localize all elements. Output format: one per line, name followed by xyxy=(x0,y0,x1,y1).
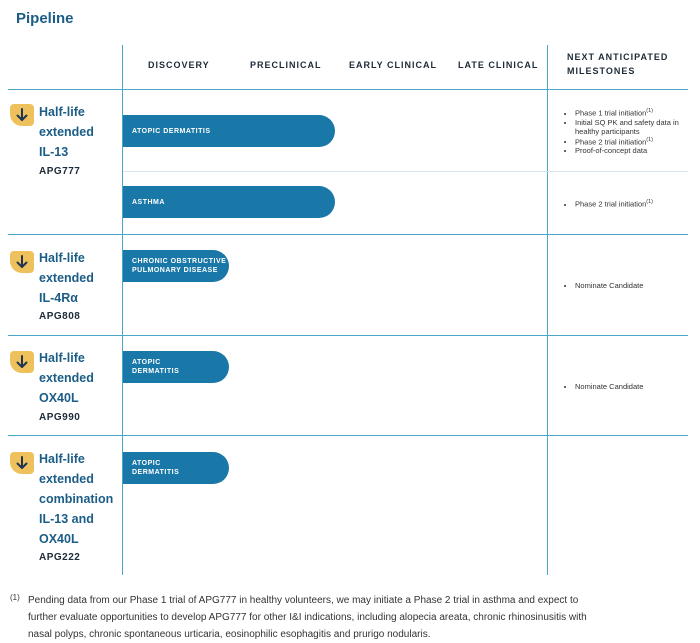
milestones-header-line: NEXT ANTICIPATED xyxy=(567,52,669,62)
milestone-list xyxy=(565,382,690,391)
program-divider xyxy=(8,435,688,436)
program-divider xyxy=(8,234,688,235)
milestones-column-divider xyxy=(547,45,548,575)
column-header-milestones xyxy=(567,50,668,78)
milestone-item xyxy=(575,281,690,290)
program-divider xyxy=(8,335,688,336)
footnote-ref: (1) xyxy=(646,136,654,143)
down-arrow-icon xyxy=(10,351,34,373)
program-name-line: extended xyxy=(39,125,94,139)
milestone-text: Proof-of-concept data xyxy=(575,146,648,155)
program-name-line: extended xyxy=(39,371,94,385)
milestone-item xyxy=(575,382,690,391)
program-name xyxy=(39,248,119,308)
program-name xyxy=(39,102,119,162)
footnote-ref: (1) xyxy=(646,108,654,114)
program-name-line: combination xyxy=(39,492,114,506)
page-title: Pipeline xyxy=(16,10,74,27)
milestone-item xyxy=(575,146,690,155)
milestone-list xyxy=(565,281,690,290)
down-arrow-icon xyxy=(10,251,34,273)
footnote-ref: (1) xyxy=(646,199,654,205)
milestone-text: Phase 2 trial initiation xyxy=(575,199,647,209)
indication-label: ATOPIC xyxy=(132,460,161,467)
indication-label: PULMONARY DISEASE xyxy=(132,267,218,274)
milestone-text: Phase 1 trial initiation xyxy=(575,108,647,118)
program-name-line: IL-4Rα xyxy=(39,291,78,305)
milestone-item xyxy=(575,118,690,136)
milestone-text: Nominate Candidate xyxy=(575,382,644,391)
program-name-line: extended xyxy=(39,271,94,285)
column-header-discovery: DISCOVERY xyxy=(148,60,210,70)
milestone-item xyxy=(575,136,690,147)
program-name-line: extended xyxy=(39,472,94,486)
down-arrow-icon xyxy=(10,104,34,126)
down-arrow-icon xyxy=(10,452,34,474)
indication-label: ATOPIC DERMATITIS xyxy=(132,127,211,135)
indication-bar xyxy=(123,351,229,383)
program-name-line: Half-life xyxy=(39,452,85,466)
program-name xyxy=(39,449,119,549)
program-name-line: Half-life xyxy=(39,251,85,265)
footnote-text: Pending data from our Phase 1 trial of APG777 in healthy volunteers, we may initiate a Phase 2 trial in asthma and expect to further evaluate opportunities to develop APG777 for other I&I indications, including alopecia areata, chronic rhinosinusitis with nasal polyps, chronic spontaneous urticaria, eosinophilic esophagitis and prurigo nodularis. xyxy=(28,595,587,640)
indication-divider xyxy=(123,171,688,172)
program-code: APG222 xyxy=(39,552,81,563)
column-header-late-clinical: LATE CLINICAL xyxy=(458,60,539,70)
program-code: APG777 xyxy=(39,166,81,177)
milestone-text: Nominate Candidate xyxy=(575,281,644,290)
program-name-line: OX40L xyxy=(39,391,79,405)
indication-bar xyxy=(123,250,229,282)
footnote-marker: (1) xyxy=(10,593,20,602)
indication-bar xyxy=(123,115,335,147)
milestones-header-line: MILESTONES xyxy=(567,66,636,76)
program-code: APG808 xyxy=(39,311,81,322)
program-name-line: Half-life xyxy=(39,105,85,119)
milestone-text: Initial SQ PK and safety data in healthy participants xyxy=(575,117,679,136)
milestone-list xyxy=(565,198,690,209)
milestone-item xyxy=(575,198,690,209)
indication-bar xyxy=(123,452,229,484)
milestone-text: Phase 2 trial initiation xyxy=(575,137,647,146)
column-header-preclinical: PRECLINICAL xyxy=(250,60,322,70)
program-name-line: Half-life xyxy=(39,351,85,365)
program-name-line: IL-13 and xyxy=(39,512,94,526)
header-divider xyxy=(8,89,688,90)
indication-label: DERMATITIS xyxy=(132,469,180,476)
program-name-line: OX40L xyxy=(39,532,79,546)
milestone-item xyxy=(575,107,690,118)
indication-label: ATOPIC xyxy=(132,359,161,366)
column-header-early-clinical: EARLY CLINICAL xyxy=(349,60,438,70)
indication-label: ASTHMA xyxy=(132,198,165,206)
indication-label: DERMATITIS xyxy=(132,368,180,375)
indication-bar xyxy=(123,186,335,218)
program-name xyxy=(39,348,119,408)
program-name-line: IL-13 xyxy=(39,145,69,159)
program-code: APG990 xyxy=(39,412,81,423)
milestone-list xyxy=(565,107,690,155)
indication-label: CHRONIC OBSTRUCTIVE xyxy=(132,258,227,265)
